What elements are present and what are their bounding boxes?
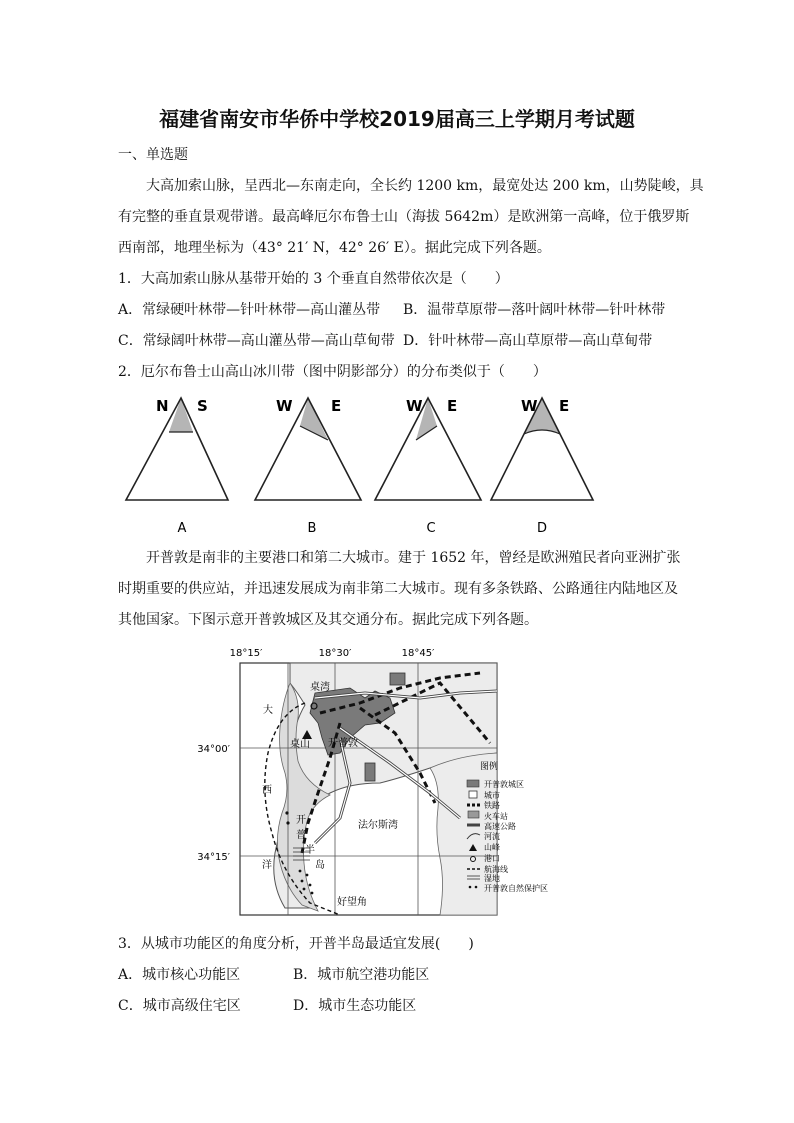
- cape-town-map: [190, 643, 610, 923]
- question2-stem: 2．厄尔布鲁士山高山冰川带（图中阴影部分）的分布类似于（ ）: [118, 364, 547, 380]
- question1-option-c: C．常绿阔叶林带—高山灌丛带—高山草甸带: [118, 333, 395, 349]
- label-cape-of-good-hope: 好望角: [337, 897, 367, 908]
- passage2-line3: 其他国家。下图示意开普敦城区及其交通分布。据此完成下列各题。: [118, 612, 538, 628]
- label-false-bay: 法尔斯湾: [358, 820, 398, 831]
- legend-item-district: 开普敦城区: [484, 780, 524, 789]
- question1-option-d: D．针叶林带—高山草原带—高山草甸带: [403, 333, 653, 349]
- triangle-d-label: D: [536, 521, 548, 536]
- triangle-d-left-label: W: [521, 397, 538, 415]
- label-table-mountain: 桌山: [290, 739, 310, 750]
- legend-item-peak: 山峰: [484, 843, 500, 852]
- triangle-a-right-label: S: [197, 397, 208, 415]
- passage2-line1: 开普敦是南非的主要港口和第二大城市。建于 1652 年，曾经是欧洲殖民者向亚洲扩张: [146, 550, 681, 566]
- legend-item-reserve: 开普敦自然保护区: [484, 884, 548, 893]
- passage1-line2: 有完整的垂直景观带谱。最高峰厄尔布鲁士山（海拔 5642m）是欧洲第一高峰，位于俄罗斯: [118, 209, 690, 225]
- label-cape-town: 开普敦: [328, 738, 358, 749]
- label-ocean-3: 洋: [262, 860, 272, 871]
- question3-option-c: C．城市高级住宅区: [118, 998, 241, 1014]
- lat-label-2: 34°15′: [197, 852, 230, 863]
- passage1-line1: 大高加索山脉，呈西北—东南走向，全长约 1200 km，最宽处达 200 km，山势陡峻，具: [146, 178, 704, 194]
- triangle-c-right-label: E: [447, 397, 458, 415]
- triangle-a-left-label: N: [156, 397, 169, 415]
- question3-stem: 3．从城市功能区的角度分析，开普半岛最适宜发展( ): [118, 936, 474, 952]
- legend-title: 图例: [480, 762, 499, 772]
- legend-item-station: 火车站: [484, 812, 508, 821]
- passage1-line3: 西南部，地理坐标为（43° 21′ N，42° 26′ E）。据此完成下列各题。: [118, 240, 551, 256]
- triangle-figures: [110, 390, 610, 540]
- label-peninsula-4: 岛: [315, 860, 325, 871]
- question1-option-b: B．温带草原带—落叶阔叶林带—针叶林带: [403, 302, 666, 318]
- triangle-c-label: C: [426, 521, 436, 536]
- triangle-a-label: A: [177, 521, 187, 536]
- legend-item-port: 港口: [484, 854, 500, 863]
- triangle-c: [375, 397, 481, 536]
- label-ocean-2: 西: [262, 785, 272, 796]
- label-table-bay: 桌湾: [310, 682, 330, 693]
- triangle-d: [491, 397, 593, 536]
- legend-item-sea-route: 航海线: [484, 865, 508, 874]
- question3-option-b: B．城市航空港功能区: [293, 967, 430, 983]
- question3-option-a: A．城市核心功能区: [118, 967, 241, 983]
- label-peninsula-2: 普: [296, 830, 306, 841]
- lat-label-1: 34°00′: [197, 744, 230, 755]
- triangle-c-left-label: W: [406, 397, 423, 415]
- triangle-b-right-label: E: [331, 397, 342, 415]
- question1-stem: 1．大高加索山脉从基带开始的 3 个垂直自然带依次是（ ）: [118, 271, 509, 287]
- triangle-b: [255, 397, 361, 536]
- question1-option-a: A．常绿硬叶林带—针叶林带—高山灌丛带: [118, 302, 381, 318]
- lon-label-1: 18°15′: [229, 648, 263, 659]
- legend-item-wetland: 湿地: [484, 874, 500, 883]
- triangle-b-label: B: [307, 521, 317, 536]
- question3-option-d: D．城市生态功能区: [293, 998, 417, 1014]
- triangle-d-right-label: E: [559, 397, 570, 415]
- section-heading: 一、单选题: [118, 147, 188, 163]
- label-peninsula-1: 开: [296, 815, 306, 826]
- lon-label-2: 18°30′: [318, 648, 352, 659]
- label-peninsula-3: 半: [305, 845, 315, 856]
- legend-item-railway: 铁路: [484, 801, 500, 810]
- legend-item-highway: 高速公路: [484, 822, 516, 831]
- page-title: 福建省南安市华侨中学校2019届高三上学期月考试题: [159, 107, 635, 131]
- label-ocean-1: 大: [263, 705, 273, 716]
- legend-item-city: 城市: [484, 791, 500, 800]
- triangle-b-left-label: W: [276, 397, 293, 415]
- legend-item-river: 河流: [484, 832, 500, 841]
- lon-label-3: 18°45′: [401, 648, 435, 659]
- passage2-line2: 时期重要的供应站，并迅速发展成为南非第二大城市。现有多条铁路、公路通往内陆地区及: [118, 581, 678, 597]
- triangle-a: [126, 397, 228, 536]
